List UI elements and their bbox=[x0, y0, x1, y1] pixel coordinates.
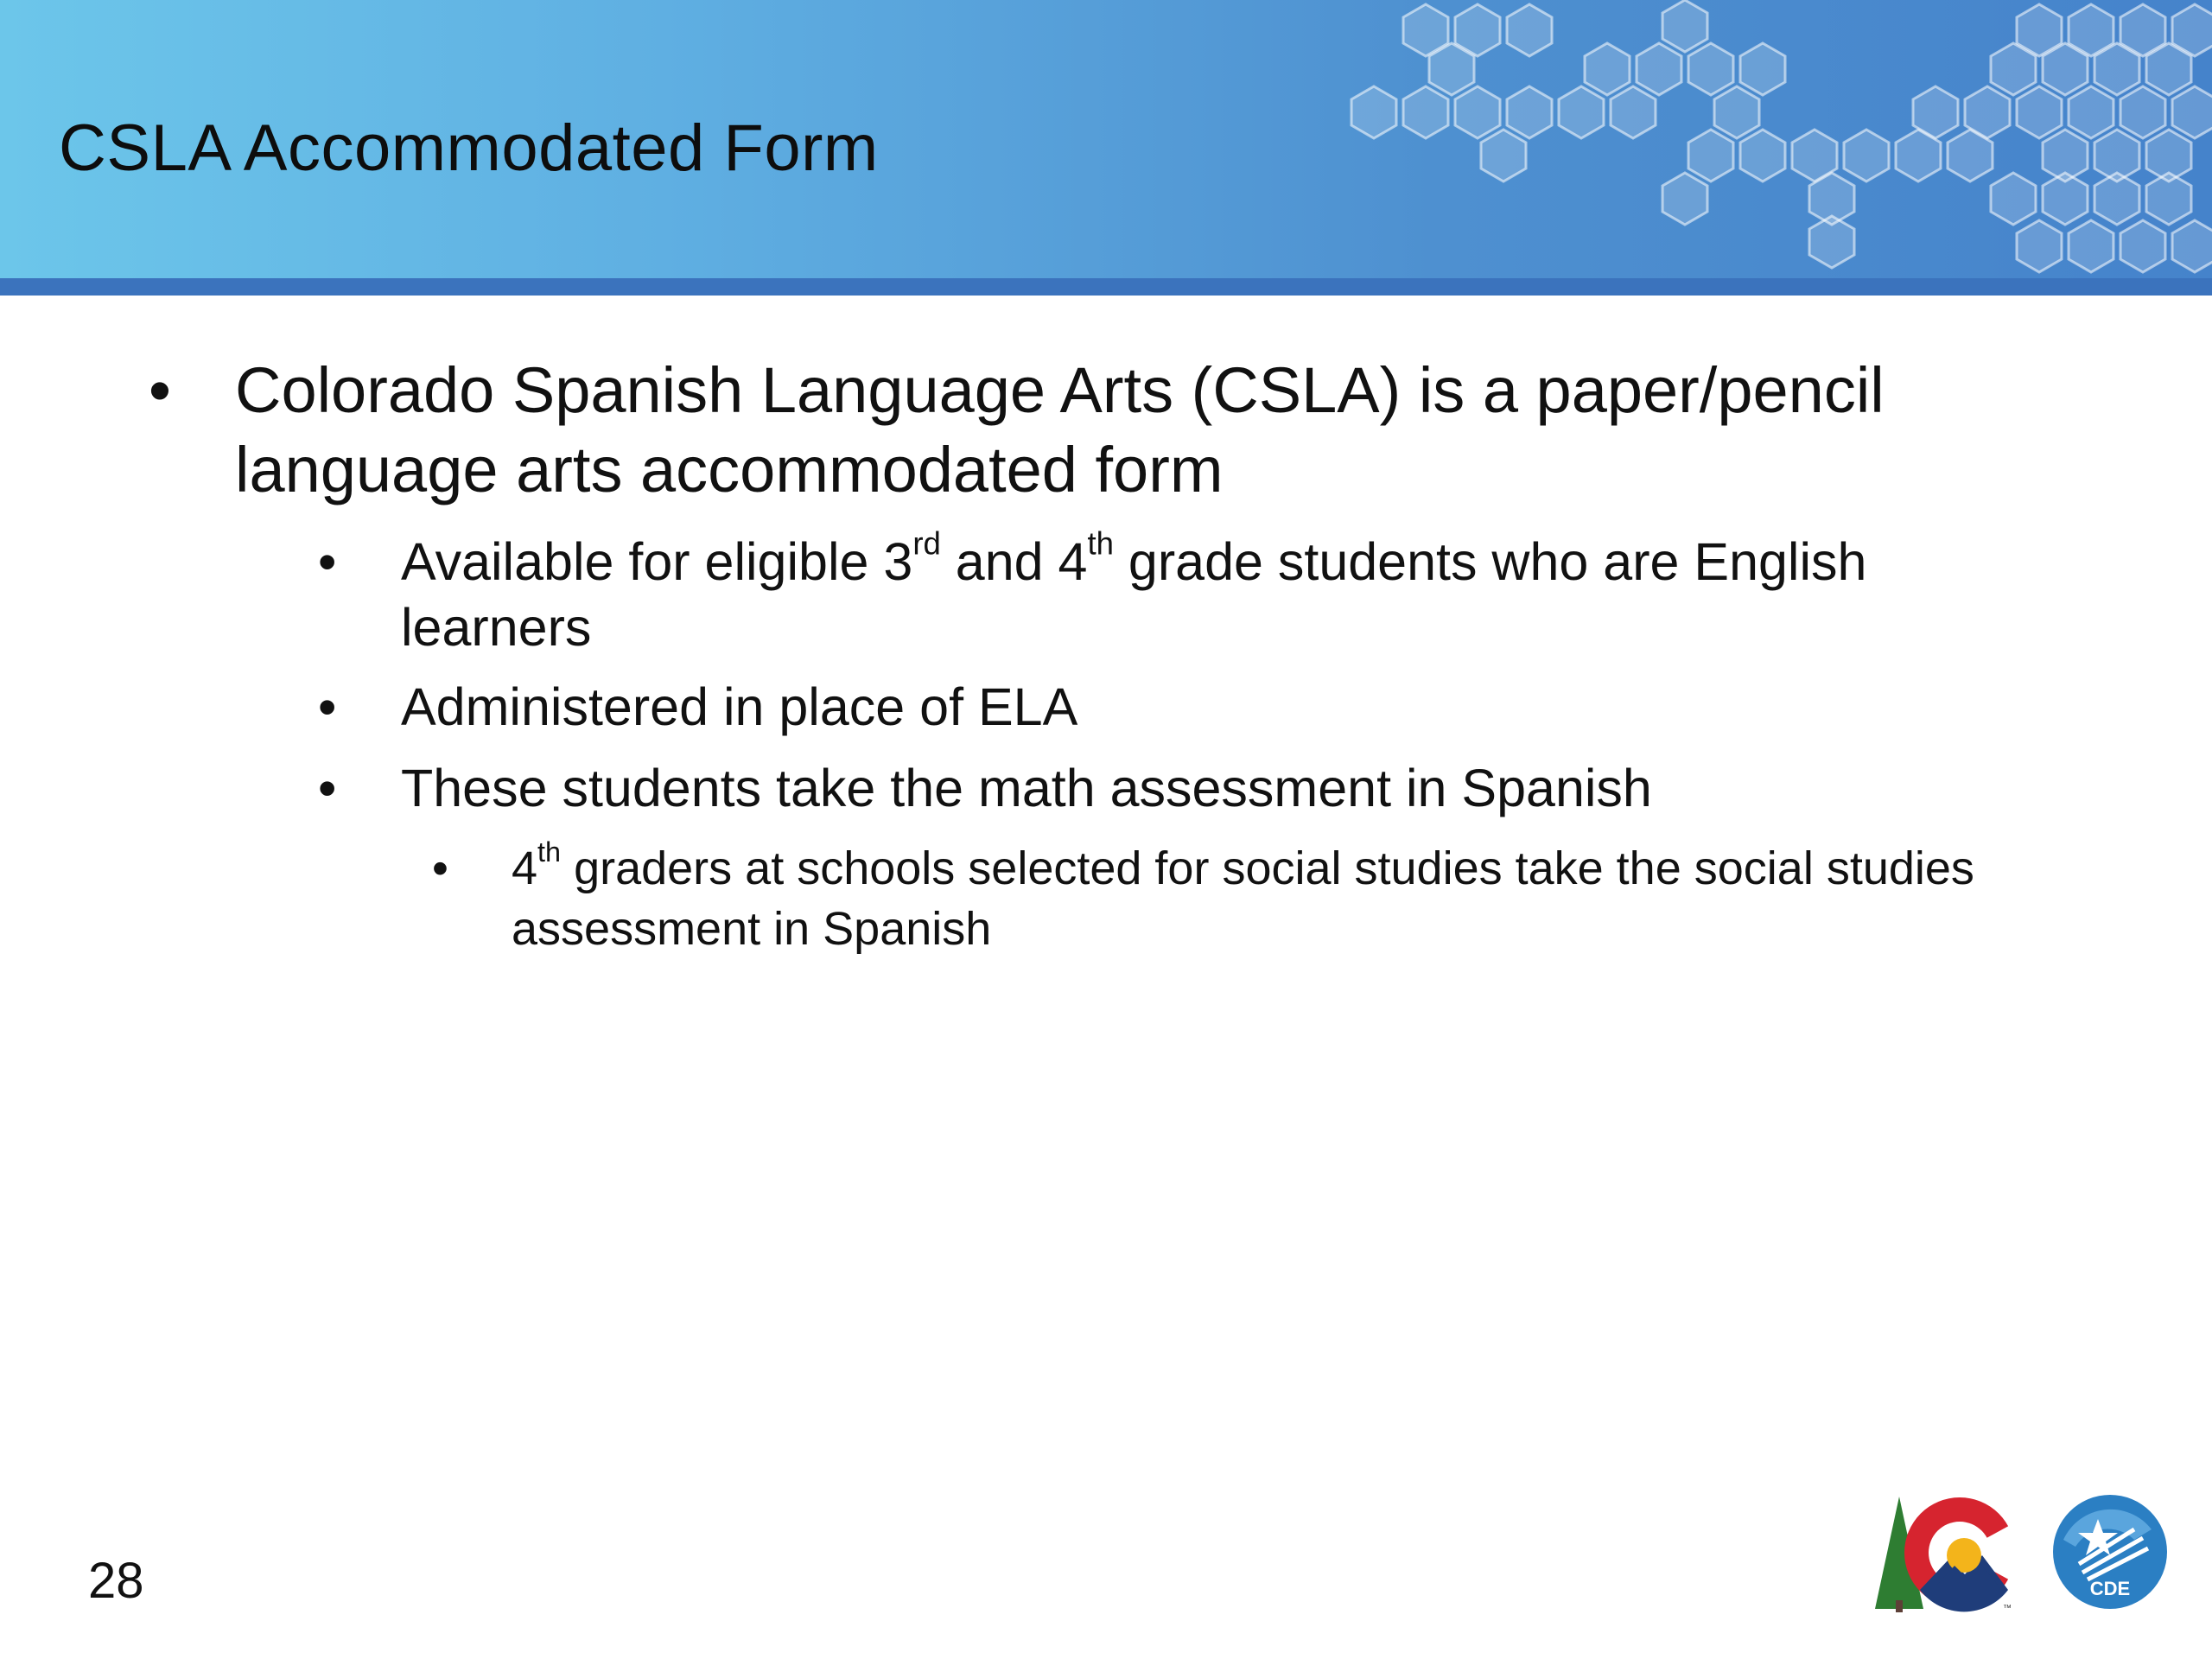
hexagon-shape bbox=[2120, 86, 2165, 138]
hexagon-shape bbox=[1481, 130, 1526, 181]
bullet-administered bbox=[318, 674, 2043, 740]
trademark-mark: ™ bbox=[2003, 1604, 2012, 1613]
bullet-main-text: Colorado Spanish Language Arts (CSLA) is a paper/pencil language arts accommodated form bbox=[235, 354, 1885, 505]
page-number: 28 bbox=[88, 1553, 144, 1609]
hexagon-shape bbox=[1714, 86, 1759, 138]
hexagon-shape bbox=[2120, 220, 2165, 272]
bullet-available-text-1: Available for eligible 3 bbox=[401, 532, 913, 591]
superscript-th: th bbox=[1087, 525, 1114, 562]
hexagon-shape bbox=[1740, 43, 1785, 95]
hexagon-shape bbox=[2069, 86, 2113, 138]
bullet-math-text: These students take the math assessment in Spanish bbox=[401, 759, 1652, 817]
bullet-available bbox=[318, 525, 2043, 660]
bullet-administered-text: Administered in place of ELA bbox=[401, 677, 1078, 736]
bullet-marker: • bbox=[318, 677, 337, 736]
hexagon-shape bbox=[1611, 86, 1656, 138]
hexagon-shape bbox=[1809, 216, 1854, 268]
hexagon-shape bbox=[2172, 86, 2212, 138]
hexagon-shape bbox=[2172, 220, 2212, 272]
cde-logo-icon bbox=[2053, 1495, 2167, 1609]
slide-title: CSLA Accommodated Form bbox=[59, 111, 879, 185]
hexagon-shape bbox=[1455, 86, 1500, 138]
hexagon-shape bbox=[2043, 43, 2088, 95]
hexagon-shape bbox=[1913, 86, 1958, 138]
hexagon-shape bbox=[1740, 130, 1785, 181]
bullet-marker: • bbox=[318, 759, 337, 817]
hexagon-shape bbox=[1844, 130, 1889, 181]
logos bbox=[1875, 1488, 2169, 1618]
hexagon-shape bbox=[1662, 0, 1707, 52]
hexagon-shape bbox=[2146, 43, 2191, 95]
bullet-main bbox=[149, 351, 2015, 510]
hexagon-shape bbox=[1991, 173, 2036, 225]
hexagon-shape bbox=[1688, 43, 1733, 95]
hexagon-shape bbox=[2017, 86, 2062, 138]
hexagon-shape bbox=[2094, 43, 2139, 95]
hexagon-shape bbox=[2094, 173, 2139, 225]
bullet-math bbox=[318, 755, 2043, 821]
hexagon-shape bbox=[1507, 4, 1552, 56]
hexagon-shape bbox=[1585, 43, 1630, 95]
superscript-rd: rd bbox=[912, 525, 941, 562]
hexagon-shape bbox=[1965, 86, 2010, 138]
hexagon-shape bbox=[1991, 43, 2036, 95]
hexagon-shape bbox=[1351, 86, 1396, 138]
bullet-social-text-1: 4 bbox=[512, 842, 538, 894]
hexagon-shape bbox=[2069, 220, 2113, 272]
cde-logo-label: CDE bbox=[2089, 1578, 2131, 1599]
hexagon-shape bbox=[1403, 86, 1448, 138]
superscript-th: th bbox=[537, 836, 562, 868]
hexagon-shape bbox=[1662, 173, 1707, 225]
hexagon-shape bbox=[1429, 43, 1474, 95]
colorado-flag-logo-icon bbox=[1875, 1497, 2024, 1613]
bullet-social-studies bbox=[432, 836, 1980, 959]
hexagon-shape bbox=[2146, 173, 2191, 225]
hexagon-shape bbox=[1507, 86, 1552, 138]
bullet-social-text-2: graders at schools selected for social studies take the social studies assessment in Spanish bbox=[512, 842, 1974, 955]
hexagon-shape bbox=[1688, 130, 1733, 181]
hexagon-shape bbox=[1637, 43, 1681, 95]
slide-header bbox=[0, 0, 2212, 278]
bullet-marker: • bbox=[432, 842, 448, 894]
hexagon-shape bbox=[2017, 220, 2062, 272]
bullet-available-text-3: grade students who are English learners bbox=[401, 532, 1867, 657]
bullet-available-text-2: and 4 bbox=[940, 532, 1088, 591]
bullet-marker: • bbox=[318, 532, 337, 591]
hexagon-shape bbox=[1559, 86, 1604, 138]
bullet-marker: • bbox=[149, 354, 171, 426]
header-divider bbox=[0, 278, 2212, 296]
hexagon-shape bbox=[2043, 173, 2088, 225]
